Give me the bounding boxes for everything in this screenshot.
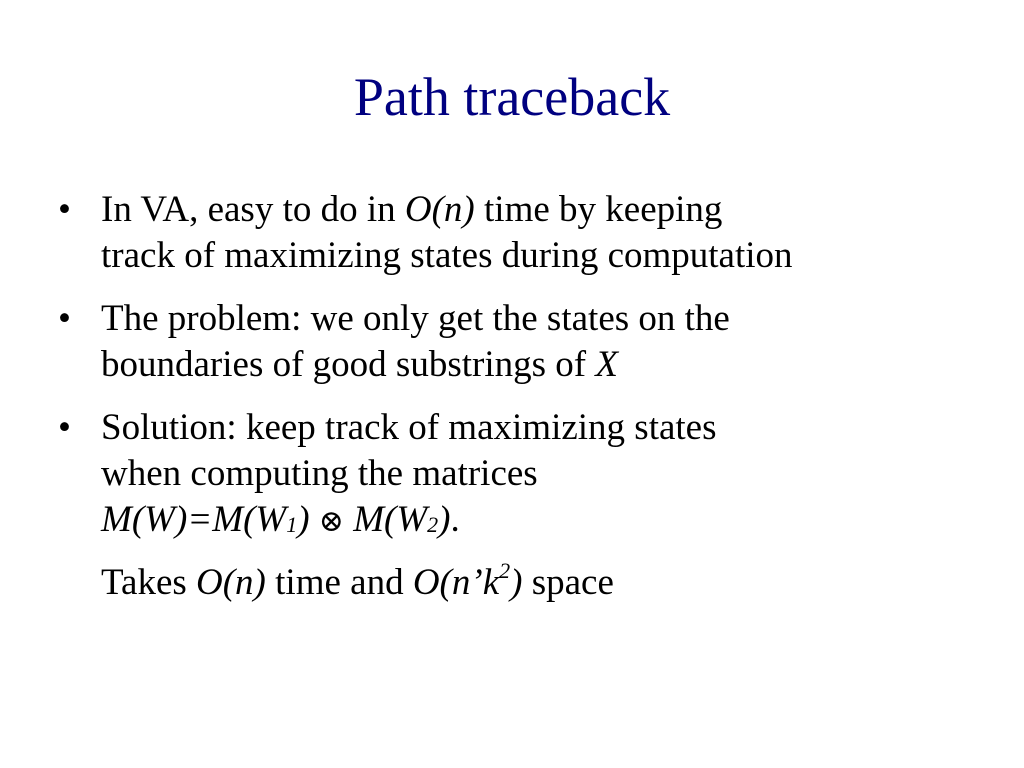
eq-period: . bbox=[450, 499, 460, 540]
text-segment: space bbox=[522, 562, 614, 603]
bullet-2-line-2 bbox=[101, 342, 988, 388]
bullet-3-line-1: Solution: keep track of maximizing states bbox=[101, 407, 717, 448]
text-segment: time and bbox=[265, 562, 413, 603]
text-segment: boundaries of good substrings of bbox=[101, 344, 596, 385]
bullet-2-line-1: The problem: we only get the states on the bbox=[101, 298, 730, 339]
bullet-1-line-1 bbox=[101, 187, 988, 233]
text-segment: Takes bbox=[101, 562, 197, 603]
text-segment: In VA, easy to do in bbox=[101, 189, 405, 230]
math-part: O(n’k bbox=[412, 562, 500, 603]
eq-part: M(W bbox=[343, 499, 428, 540]
bullet-item-1 bbox=[58, 187, 988, 279]
math-part: ) bbox=[510, 562, 523, 603]
math-variable: X bbox=[595, 344, 618, 385]
bullet-1-line-2: track of maximizing states during computation bbox=[101, 235, 793, 276]
bullet-dot-icon: • bbox=[58, 407, 71, 448]
eq-part: M(W)=M(W bbox=[101, 499, 287, 540]
slide-title: Path traceback bbox=[353, 67, 671, 127]
bullet-3-line-2: when computing the matrices bbox=[101, 453, 538, 494]
eq-subscript: 2 bbox=[427, 512, 439, 537]
math-space-complexity bbox=[412, 558, 523, 603]
otimes-operator-icon: ⊗ bbox=[318, 504, 344, 539]
eq-part: ) bbox=[297, 499, 319, 540]
bullet-dot-icon: • bbox=[58, 189, 71, 230]
math-superscript: 2 bbox=[499, 558, 511, 583]
eq-part: ) bbox=[438, 499, 451, 540]
math-time-complexity: O(n) bbox=[196, 562, 266, 603]
text-segment: time by keeping bbox=[474, 189, 723, 230]
math-complexity: O(n) bbox=[404, 189, 475, 230]
bullet-item-3 bbox=[58, 405, 988, 606]
matrix-equation bbox=[101, 497, 988, 548]
eq-subscript: 1 bbox=[286, 512, 298, 537]
bullet-dot-icon: • bbox=[58, 298, 71, 339]
bullet-list bbox=[58, 187, 988, 623]
bullet-item-2 bbox=[58, 296, 988, 388]
bullet-3-line-4 bbox=[101, 548, 988, 606]
